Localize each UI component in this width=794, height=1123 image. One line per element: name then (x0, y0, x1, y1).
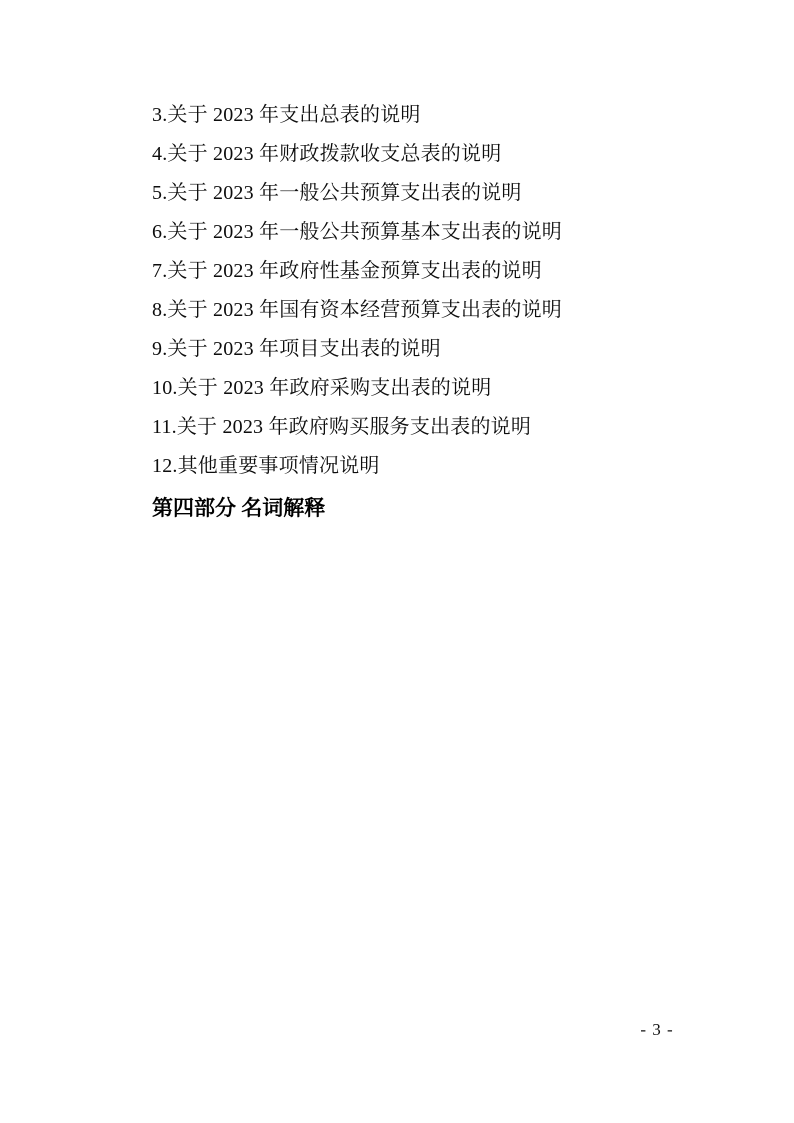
toc-item: 4.关于 2023 年财政拨款收支总表的说明 (152, 143, 502, 165)
toc-item: 8.关于 2023 年国有资本经营预算支出表的说明 (152, 299, 562, 321)
table-of-contents (152, 96, 652, 528)
toc-item: 3.关于 2023 年支出总表的说明 (152, 104, 421, 126)
page-number-text: - 3 - (640, 1020, 674, 1039)
toc-item: 11.关于 2023 年政府购买服务支出表的说明 (152, 416, 532, 438)
toc-item: 9.关于 2023 年项目支出表的说明 (152, 338, 441, 360)
toc-item: 5.关于 2023 年一般公共预算支出表的说明 (152, 182, 522, 204)
toc-item: 6.关于 2023 年一般公共预算基本支出表的说明 (152, 221, 562, 243)
section-heading: 第四部分 名词解释 (152, 496, 326, 520)
toc-item: 12.其他重要事项情况说明 (152, 455, 380, 477)
toc-item: 10.关于 2023 年政府采购支出表的说明 (152, 377, 492, 399)
page-number (0, 1020, 794, 1040)
toc-item: 7.关于 2023 年政府性基金预算支出表的说明 (152, 260, 542, 282)
